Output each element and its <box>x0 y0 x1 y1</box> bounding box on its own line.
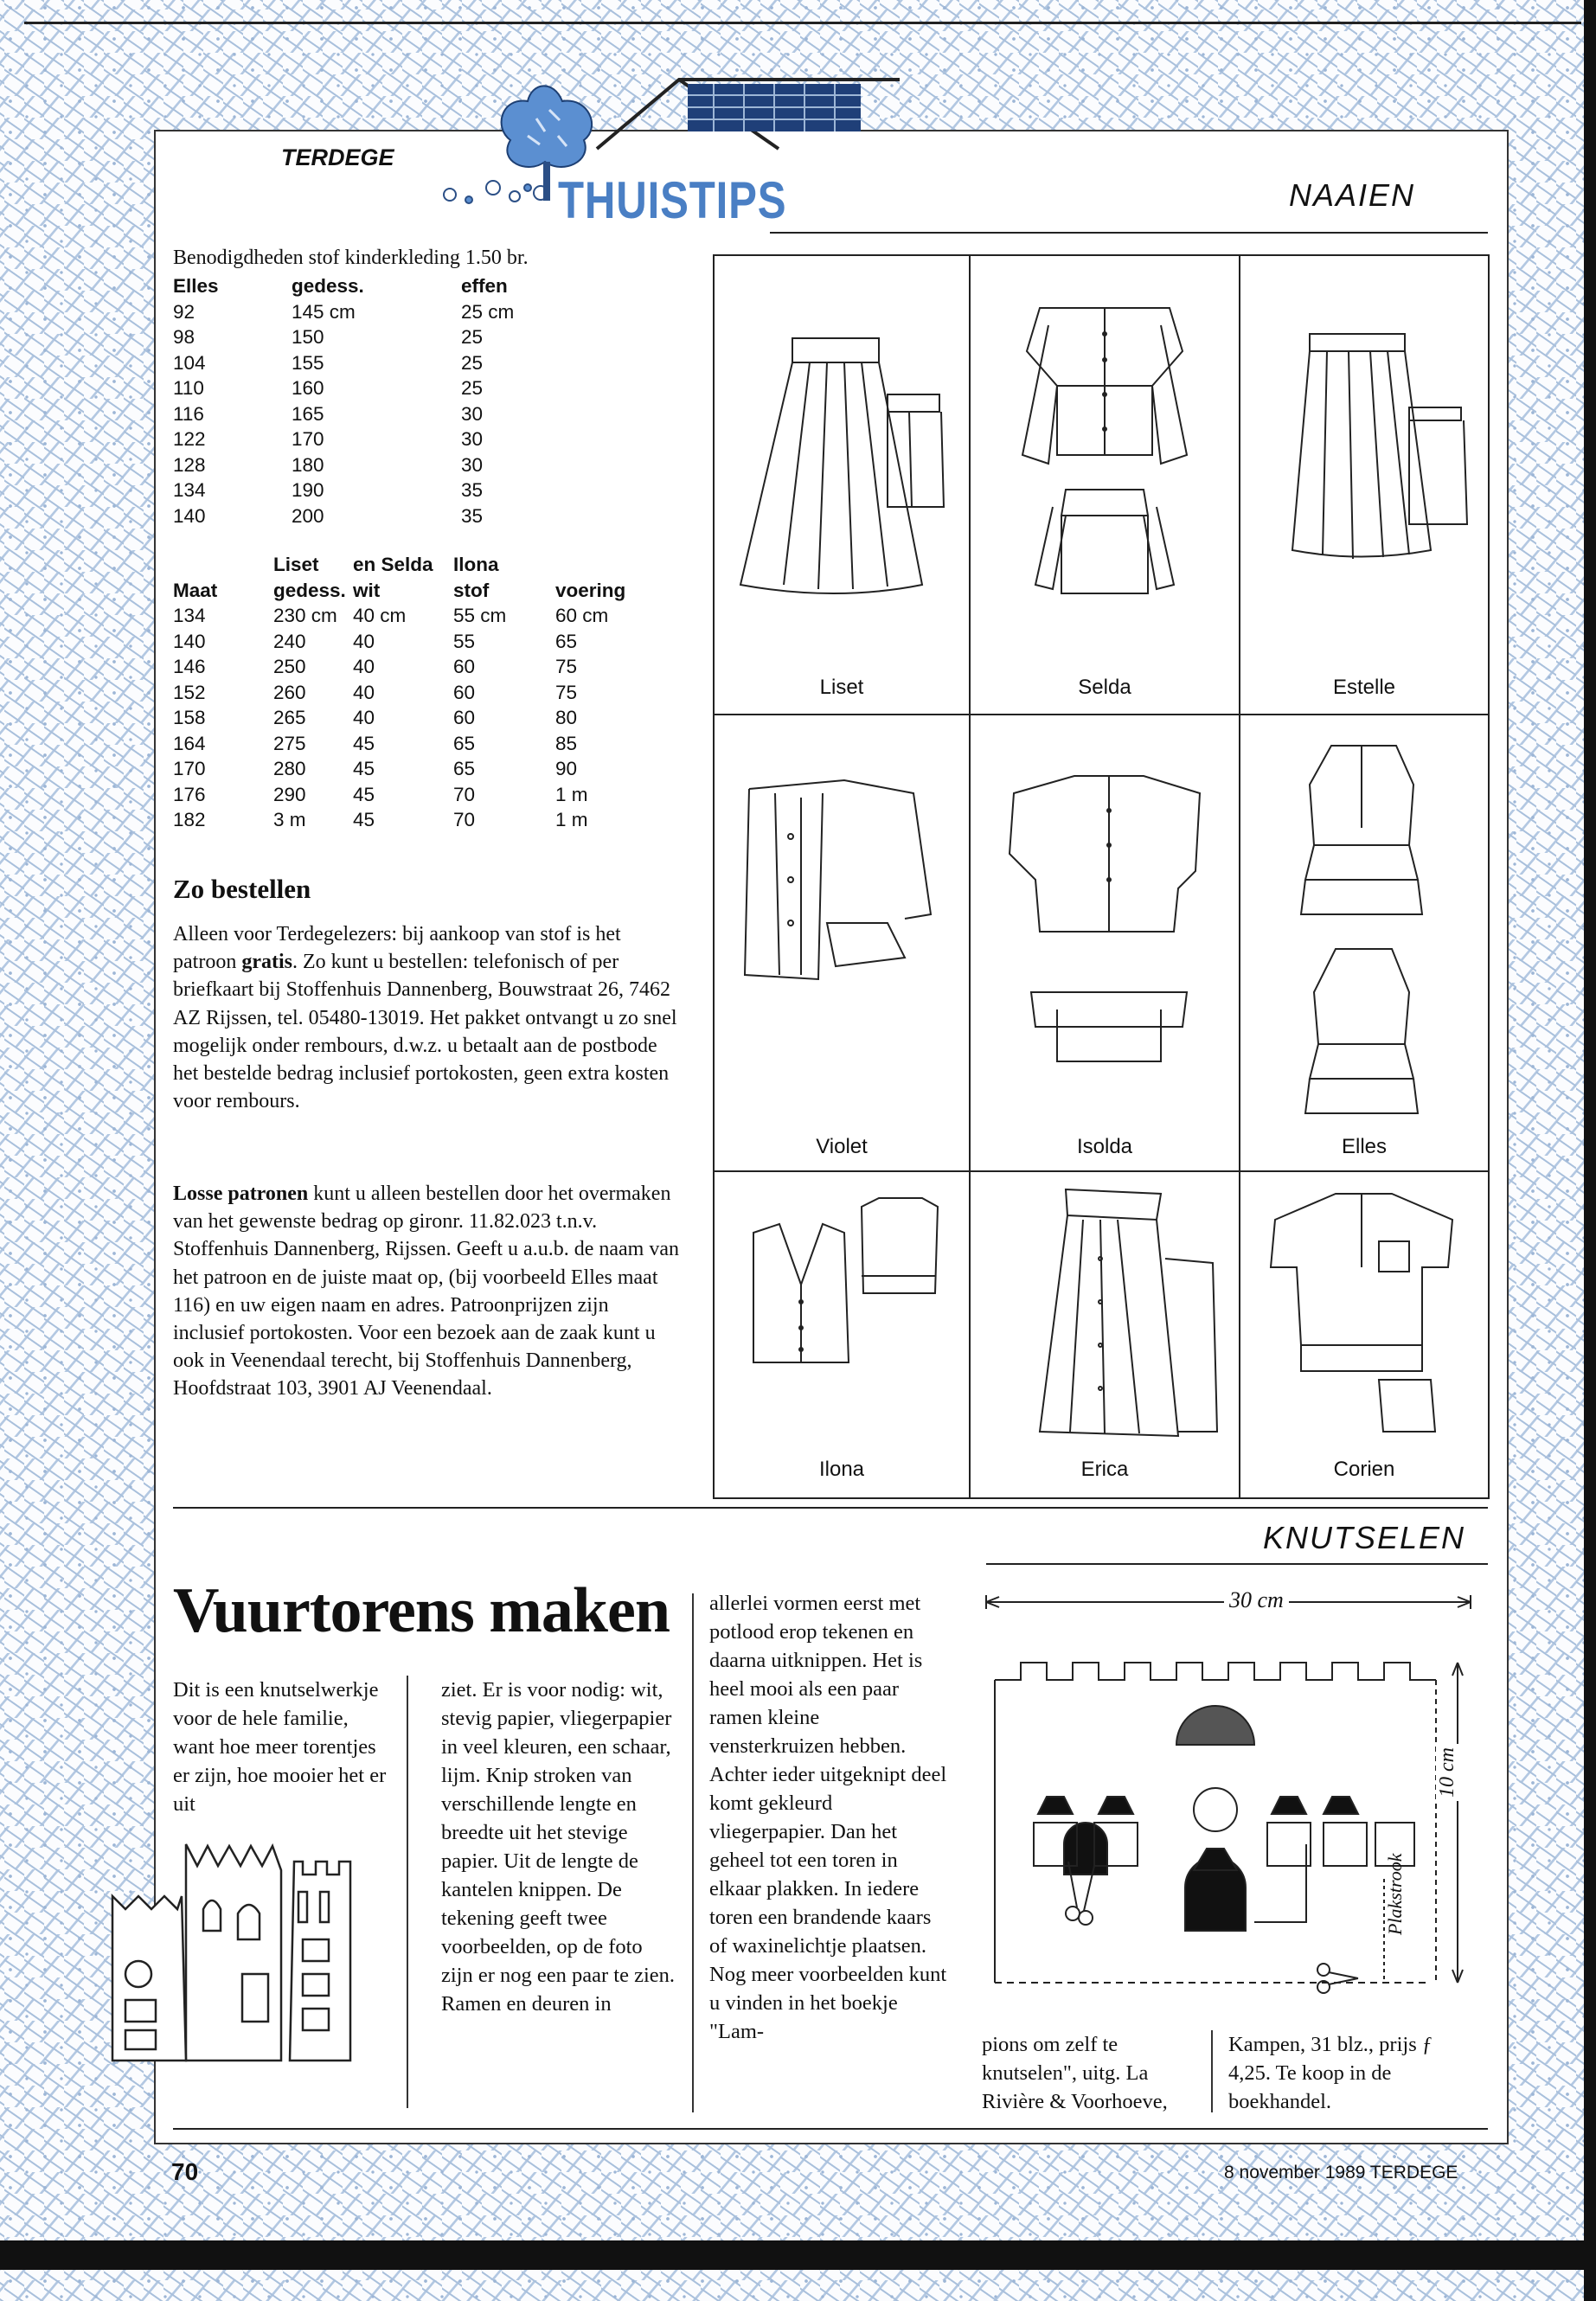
pattern-label: Ilona <box>818 1458 865 1481</box>
table-cell: 70 <box>453 809 476 830</box>
table-row <box>173 705 625 731</box>
table-row <box>173 654 625 680</box>
table-row <box>173 680 625 706</box>
table-cell: 170 <box>173 758 206 779</box>
table-cell: 3 m <box>273 809 306 830</box>
article-title: Vuurtorens maken <box>173 1575 670 1646</box>
height-dimension-label: 10 cm <box>1436 1744 1459 1801</box>
table-cell: 70 <box>453 783 476 805</box>
table-cell: 290 <box>273 783 306 805</box>
column-header: Elles <box>173 275 219 297</box>
table-cell: 45 <box>353 758 375 779</box>
order-text-bold: Losse patronen <box>173 1183 309 1205</box>
table-cell: 85 <box>555 732 578 754</box>
width-dimension-label: 30 cm <box>1224 1587 1289 1613</box>
column-header: Maat <box>173 579 218 601</box>
pattern-label: Erica <box>1080 1458 1129 1481</box>
top-border-line <box>24 22 1581 24</box>
table-cell: 1 m <box>555 809 588 830</box>
shirt-drawing <box>1240 1172 1488 1458</box>
size-fabric-table <box>173 552 625 833</box>
table-cell: 25 <box>461 377 484 399</box>
table-cell: 104 <box>173 351 206 374</box>
table-cell: 140 <box>173 504 206 527</box>
table-cell: 265 <box>273 707 306 728</box>
elles-size-table <box>173 273 514 529</box>
magazine-page <box>154 130 1509 2144</box>
table-cell: 260 <box>273 681 306 703</box>
order-paragraph-1 <box>173 920 679 1115</box>
pattern-card-ilona <box>715 1172 971 1497</box>
table-cell: 45 <box>353 732 375 754</box>
table-cell: 180 <box>292 453 324 476</box>
table-cell: 45 <box>353 783 375 805</box>
table-row <box>173 452 514 478</box>
table-cell: 92 <box>173 300 195 323</box>
table-cell: 55 cm <box>453 605 507 626</box>
table-cell: 25 <box>461 326 484 348</box>
table-cell: 60 cm <box>555 605 609 626</box>
pattern-card-isolda <box>971 715 1240 1172</box>
order-text-bold: gratis <box>241 951 292 974</box>
order-heading: Zo bestellen <box>173 874 311 904</box>
table-row <box>173 807 625 833</box>
article-column-1: Dit is een knutselwerkje voor de hele familie, want hoe meer torentjes er zijn, hoe mooier het er uit <box>173 1678 387 1816</box>
column-header: effen <box>461 275 508 297</box>
table-cell: 176 <box>173 783 206 805</box>
glue-strip-label: Plakstrook <box>1384 1853 1406 1935</box>
table-cell: 55 <box>453 630 476 652</box>
pattern-card-estelle <box>1240 256 1488 715</box>
section-label-knutselen: KNUTSELEN <box>1263 1520 1466 1555</box>
table-cell: 134 <box>173 605 206 626</box>
page-number: 70 <box>171 2158 199 2185</box>
column-header: en Selda <box>353 554 433 575</box>
table-row <box>173 324 514 350</box>
skirt-drawing <box>971 1172 1240 1458</box>
brand-logo-text: TERDEGE <box>281 144 394 170</box>
table-cell: 200 <box>292 504 324 527</box>
table-cell: 40 <box>353 707 375 728</box>
order-text: Alleen voor Terdegelezers: bij aankoop van stof is het patroon <box>173 923 621 974</box>
column-header: gedess. <box>292 275 364 297</box>
table-row <box>173 503 514 529</box>
jacket-drawing <box>971 715 1240 1131</box>
column-header: Liset <box>273 554 319 575</box>
table-cell: 182 <box>173 809 206 830</box>
table-cell: 80 <box>555 707 578 728</box>
order-paragraph-2 <box>173 1180 679 1403</box>
table-cell: 275 <box>273 732 306 754</box>
table-cell: 110 <box>173 377 204 399</box>
table-row <box>173 299 514 325</box>
section-label-naaien: NAAIEN <box>1289 177 1416 213</box>
table-cell: 60 <box>453 656 476 677</box>
table-cell: 25 cm <box>461 300 515 323</box>
order-text: . Zo kunt u bestellen: telefonisch of per briefkaart bij Stoffenhuis Dannenberg, Bouwstraat 26, 7462 AZ Rijssen, tel. 05480-13019. Het pakket ontvangt u zo snel mogelijk onder rembours, d.w.z. u betaalt aan de postbode het bestelde bedrag inclusief portokosten, geen extra kosten voor rembours. <box>173 951 677 1113</box>
roof-icon <box>597 80 900 149</box>
table-row <box>173 756 625 782</box>
table-row <box>173 375 514 401</box>
bottom-scan-band <box>0 2240 1596 2270</box>
article-column-5: Kampen, 31 blz., prijs ƒ 4,25. Te koop in de boekhandel. <box>1228 2033 1433 2113</box>
bottom-rule <box>173 2128 1488 2130</box>
table-row <box>173 603 625 629</box>
pattern-card-erica <box>971 1172 1240 1497</box>
dress-drawing <box>1240 715 1488 1131</box>
table-cell: 158 <box>173 707 206 728</box>
table-cell: 65 <box>555 630 578 652</box>
pattern-card-corien <box>1240 1172 1488 1497</box>
table-cell: 240 <box>273 630 306 652</box>
table-cell: 1 m <box>555 783 588 805</box>
column-rule <box>692 1593 694 2112</box>
blouse-drawing <box>715 715 971 1131</box>
pattern-card-liset <box>715 256 971 715</box>
table-cell: 155 <box>292 351 324 374</box>
table-cell: 40 <box>353 681 375 703</box>
table-cell: 145 cm <box>292 300 356 323</box>
table-cell: 30 <box>461 453 484 476</box>
table-cell: 165 <box>292 402 324 425</box>
table-cell: 98 <box>173 326 195 348</box>
article-column-3: allerlei vormen eerst met potlood erop tekenen en daarna uitknippen. Het is heel mooi als een paar ramen kleine vensterkruizen hebben. Achter ieder uitgeknipt deel komt gekleurd vliegerpapier. Dan het geheel tot een toren in elkaar plakken. In iedere toren een brandende kaars of waxinelichtje plaatsen. Nog meer voorbeelden kunt u vinden in het boekje "Lam- <box>709 1592 947 2043</box>
table-cell: 35 <box>461 504 484 527</box>
table-cell: 128 <box>173 453 206 476</box>
article-column-4: pions om zelf te knutselen", uitg. La Rivière & Voorhoeve, <box>982 2033 1168 2113</box>
window-shapes <box>1034 1706 1414 1931</box>
column-rule <box>1211 2030 1213 2112</box>
page-title: THUISTIPS <box>558 171 787 229</box>
table-cell: 160 <box>292 377 324 399</box>
table-row <box>173 350 514 376</box>
table-row <box>173 782 625 808</box>
table-cell: 65 <box>453 732 476 754</box>
knutselen-rule <box>986 1563 1488 1565</box>
table-cell: 75 <box>555 656 578 677</box>
table-cell: 30 <box>461 428 484 450</box>
table-header-bottom <box>173 578 625 604</box>
flowers-icon <box>444 181 548 203</box>
table-row <box>173 629 625 655</box>
table-cell: 90 <box>555 758 578 779</box>
table-cell: 280 <box>273 758 306 779</box>
table-cell: 40 <box>353 630 375 652</box>
right-scan-edge <box>1584 0 1596 2301</box>
column-header: gedess. <box>273 579 346 601</box>
table-row <box>173 401 514 427</box>
pattern-card-violet <box>715 715 971 1172</box>
pattern-label: Selda <box>1078 676 1131 699</box>
table-cell: 150 <box>292 326 324 348</box>
pattern-label: Estelle <box>1332 676 1396 699</box>
table-cell: 25 <box>461 351 484 374</box>
table-cell: 35 <box>461 479 484 501</box>
column-header: wit <box>353 579 381 601</box>
table-cell: 146 <box>173 656 206 677</box>
table-row <box>173 426 514 452</box>
header-rule <box>770 232 1488 234</box>
table-cell: 152 <box>173 681 206 703</box>
table-cell: 134 <box>173 479 206 501</box>
pattern-card-elles <box>1240 715 1488 1172</box>
pattern-label: Violet <box>816 1135 868 1158</box>
table-cell: 164 <box>173 732 206 754</box>
table-cell: 45 <box>353 809 375 830</box>
table-cell: 65 <box>453 758 476 779</box>
pattern-label: Corien <box>1333 1458 1395 1481</box>
table-cell: 230 cm <box>273 605 337 626</box>
table-cell: 30 <box>461 402 484 425</box>
fabric-requirements-intro: Benodigdheden stof kinderkleding 1.50 br. <box>173 247 529 269</box>
table-cell: 60 <box>453 681 476 703</box>
issue-date: 8 november 1989 TERDEGE <box>1224 2163 1458 2182</box>
pattern-grid <box>713 254 1490 1499</box>
column-header: voering <box>555 579 626 601</box>
towers-illustration <box>104 1827 402 2078</box>
table-cell: 140 <box>173 630 206 652</box>
table-row <box>173 731 625 757</box>
article-column-2: ziet. Er is voor nodig: wit, stevig papier, vliegerpapier in veel kleuren, een schaar, lijm. Knip stroken van verschillende lengte en breedte uit het stevige papier. Uit de lengte de kantelen knippen. De tekening geeft twee voorbeelden, op de foto zijn er nog een paar te zien. Ramen en deuren in <box>441 1678 676 2016</box>
table-cell: 60 <box>453 707 476 728</box>
column-header: Ilona <box>453 554 499 575</box>
table-cell: 190 <box>292 479 324 501</box>
table-cell: 40 cm <box>353 605 407 626</box>
pattern-label: Elles <box>1341 1135 1388 1158</box>
column-rule <box>407 1676 408 2108</box>
vest-drawing <box>715 1172 971 1458</box>
table-row <box>173 478 514 503</box>
table-cell: 40 <box>353 656 375 677</box>
table-cell: 75 <box>555 681 578 703</box>
column-header: stof <box>453 579 490 601</box>
table-cell: 250 <box>273 656 306 677</box>
pattern-card-selda <box>971 256 1240 715</box>
table-cell: 122 <box>173 428 206 450</box>
table-cell: 116 <box>173 402 204 425</box>
table-cell: 170 <box>292 428 324 450</box>
tower-pattern-diagram <box>977 1585 1479 2017</box>
table-header-top <box>173 552 625 578</box>
section-divider <box>173 1507 1488 1509</box>
column-header <box>173 552 273 578</box>
pattern-label: Isolda <box>1076 1135 1133 1158</box>
table-header <box>173 273 514 299</box>
skirt-drawing <box>715 256 971 671</box>
pattern-label: Liset <box>819 676 864 699</box>
skirt-drawing <box>1240 256 1488 671</box>
blouse-drawing <box>971 256 1240 671</box>
order-text: kunt u alleen bestellen door het overmaken van het gewenste bedrag op gironr. 11.82.023 t.n.v. Stoffenhuis Dannenberg, Rijssen. Geeft u a.u.b. de naam van het patroon en de juiste maat op, (bij voorbeeld Elles maat 116) en uw eigen naam en adres. Patroonprijzen zijn inclusief portokosten. Voor een bezoek aan de zaak kunt u ook in Veenendaal terecht, bij Stoffenhuis Dannenberg, Hoofdstraat 103, 3901 AJ Veenendaal. <box>173 1183 679 1400</box>
